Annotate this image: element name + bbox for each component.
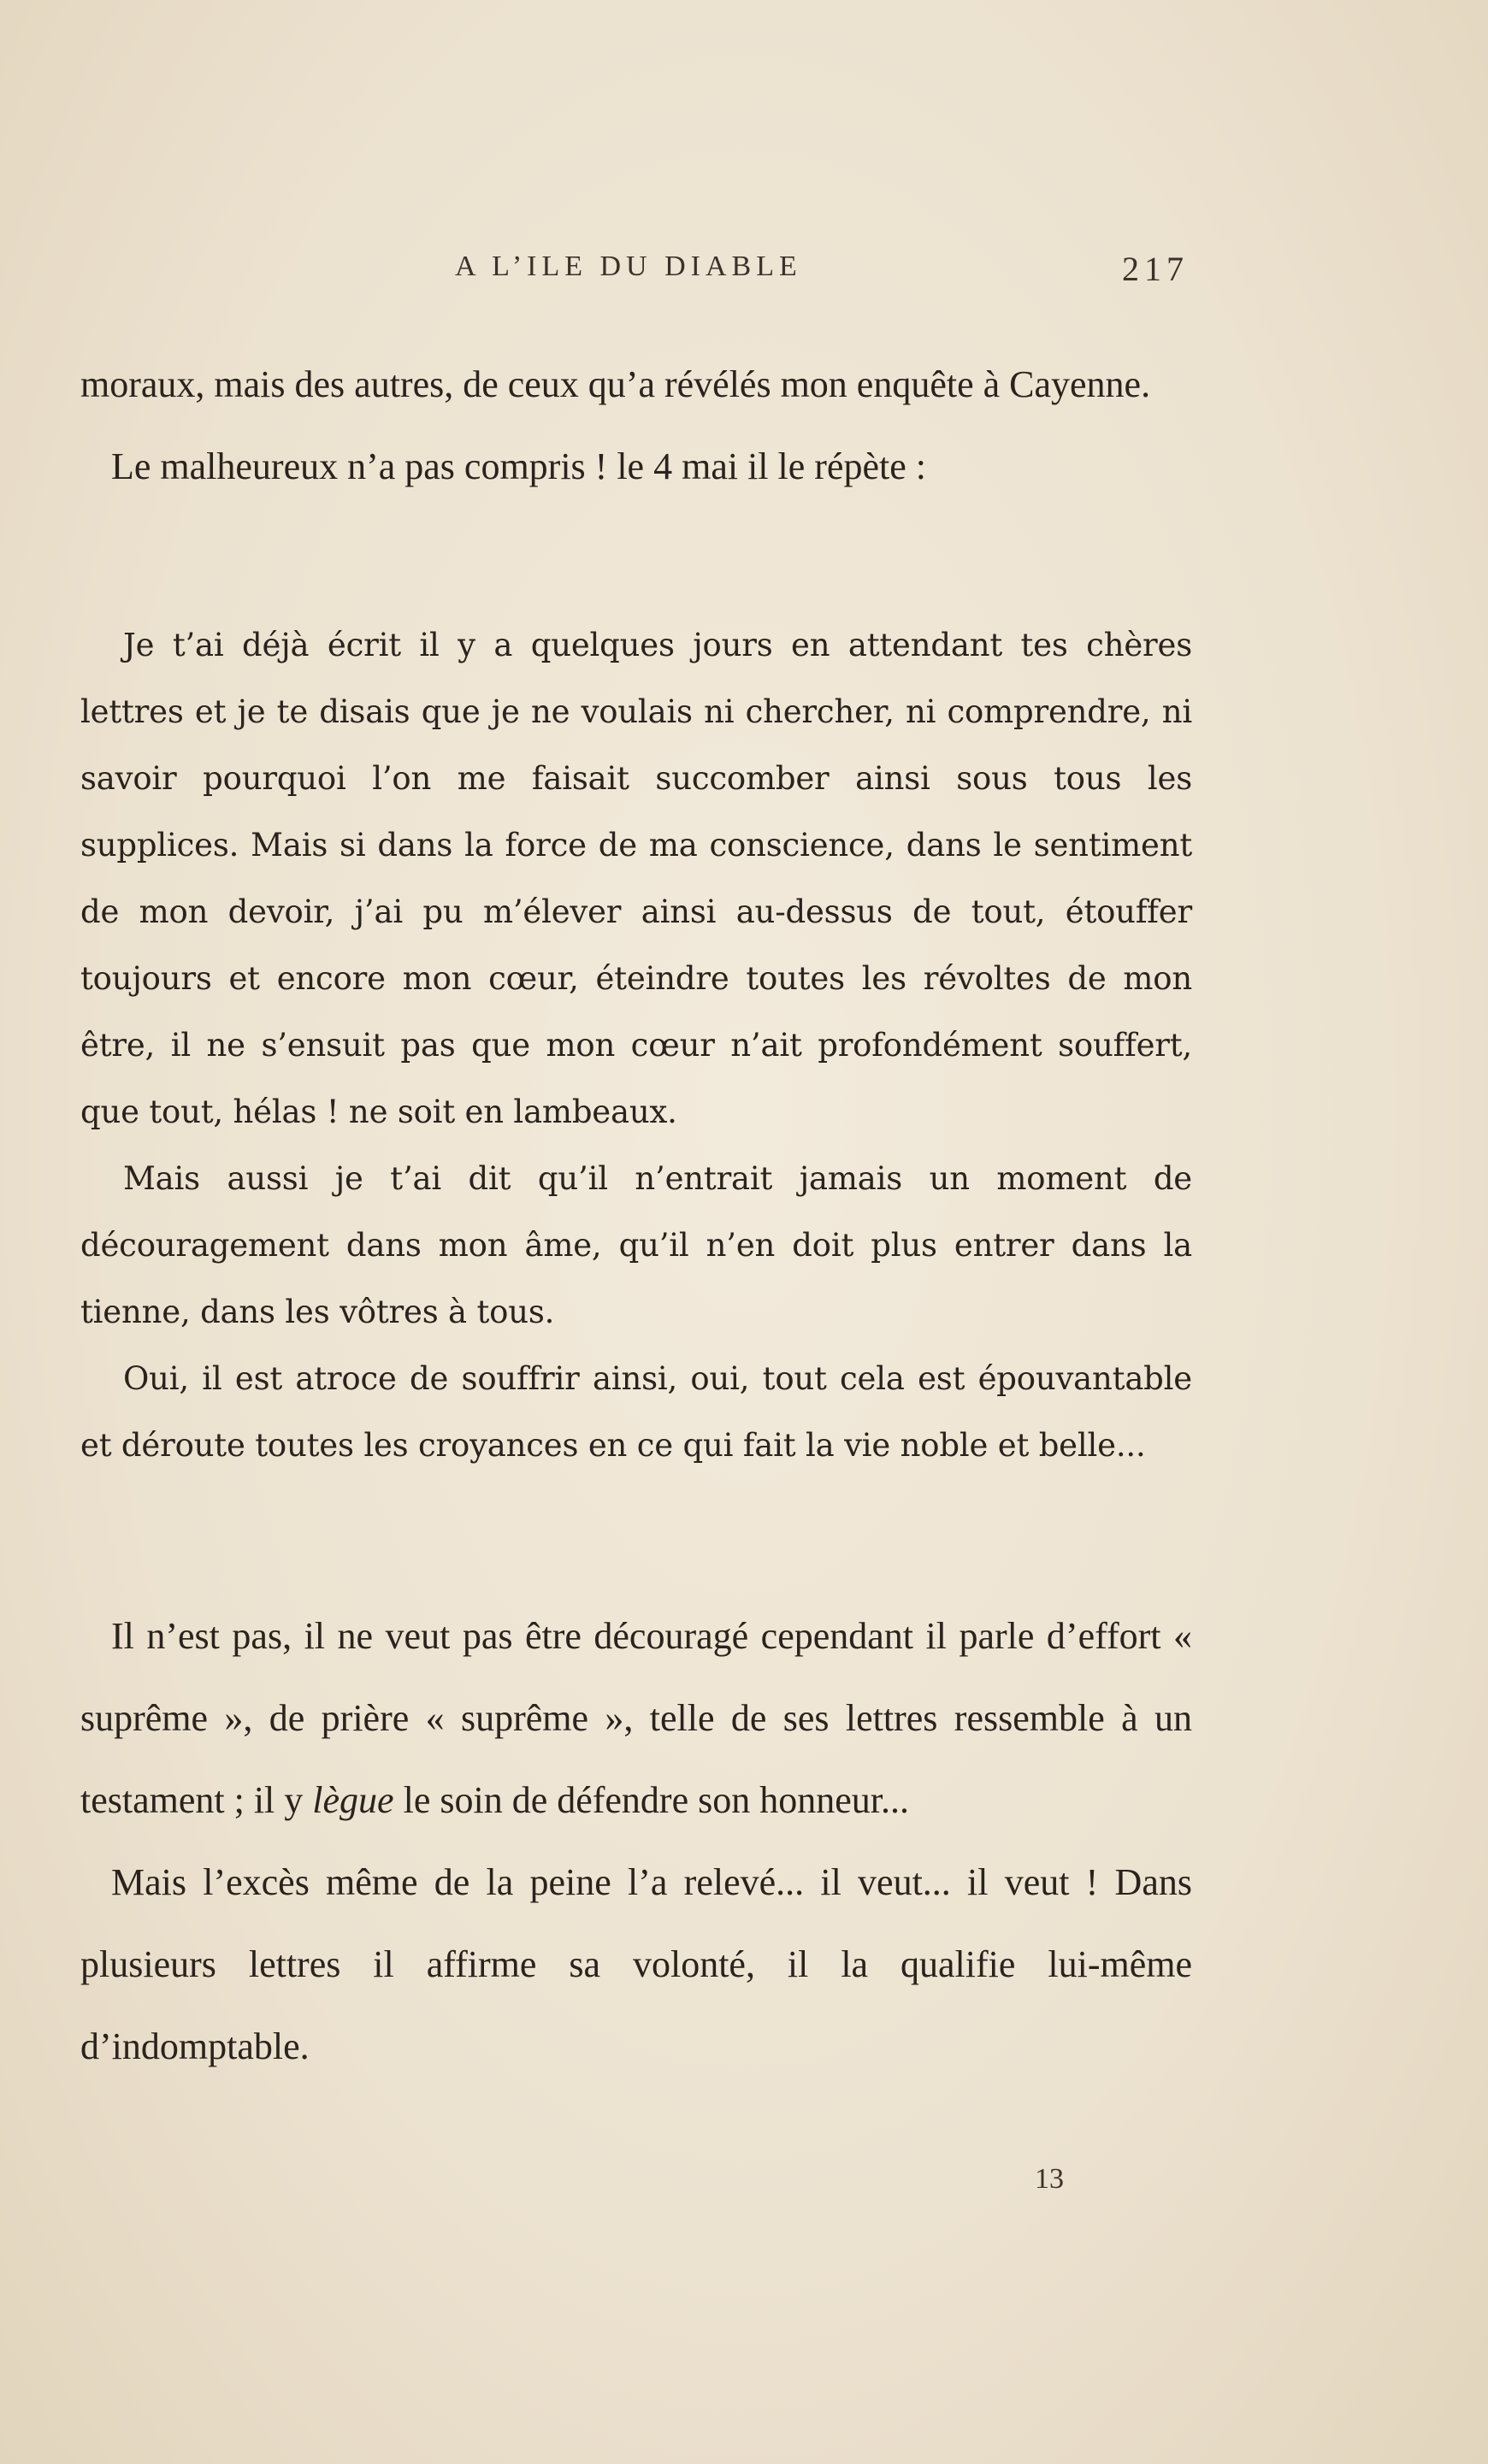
closing-paragraph-1-start: Il n’est pas, il ne veut pas être découragé cependant il parle d’effort « suprême », de prière « suprême », telle de ses lettres ressemble à un testament ; il y [80,1615,1192,1821]
closing-paragraph-1 [80,1595,1192,1842]
letter-paragraph-3: Oui, il est atroce de souffrir ainsi, oui, tout cela est épouvantable et déroute toutes les croyances en ce qui fait la vie noble et belle... [80,1360,1192,1464]
intro-paragraph-1: moraux, mais des autres, de ceux qu’a révélés mon enquête à Cayenne. [80,363,1151,405]
signature-mark: 13 [1035,2163,1064,2195]
letter-paragraph-2: Mais aussi je t’ai dit qu’il n’entrait jamais un moment de découragement dans mon âme, qu’il n’en doit plus entrer dans la tienne, dans les vôtres à tous. [80,1160,1192,1330]
intro-text [80,344,1192,508]
closing-paragraph-2: Mais l’excès même de la peine l’a relevé... il veut... il veut ! Dans plusieurs lettres il affirme sa volonté, il la qualifie lui-même d’indomptable. [80,1861,1192,2067]
quoted-letter [80,612,1192,1479]
page-number: 217 [1122,250,1189,288]
closing-paragraph-1-end: le soin de défendre son honneur... [393,1779,909,1821]
italic-word: lègue [312,1779,394,1821]
intro-paragraph-2: Le malheureux n’a pas compris ! le 4 mai il le répète : [111,445,926,487]
closing-text [80,1595,1192,2088]
running-head [80,251,1192,302]
running-title: A L’ILE DU DIABLE [455,251,802,282]
letter-paragraph-1: Je t’ai déjà écrit il y a quelques jours en attendant tes chères lettres et je te disais que je ne voulais ni chercher, ni comprendre, ni savoir pourquoi l’on me faisait succomber ainsi sous tous les supplices. Mais si dans la force de ma conscience, dans le sentiment de mon devoir, j’ai pu m’élever ainsi au-dessus de tout, étouffer toujours et encore mon cœur, éteindre toutes les révoltes de mon être, il ne s’ensuit pas que mon cœur n’ait profondément souffert, que tout, hélas ! ne soit en lambeaux. [80,627,1192,1130]
